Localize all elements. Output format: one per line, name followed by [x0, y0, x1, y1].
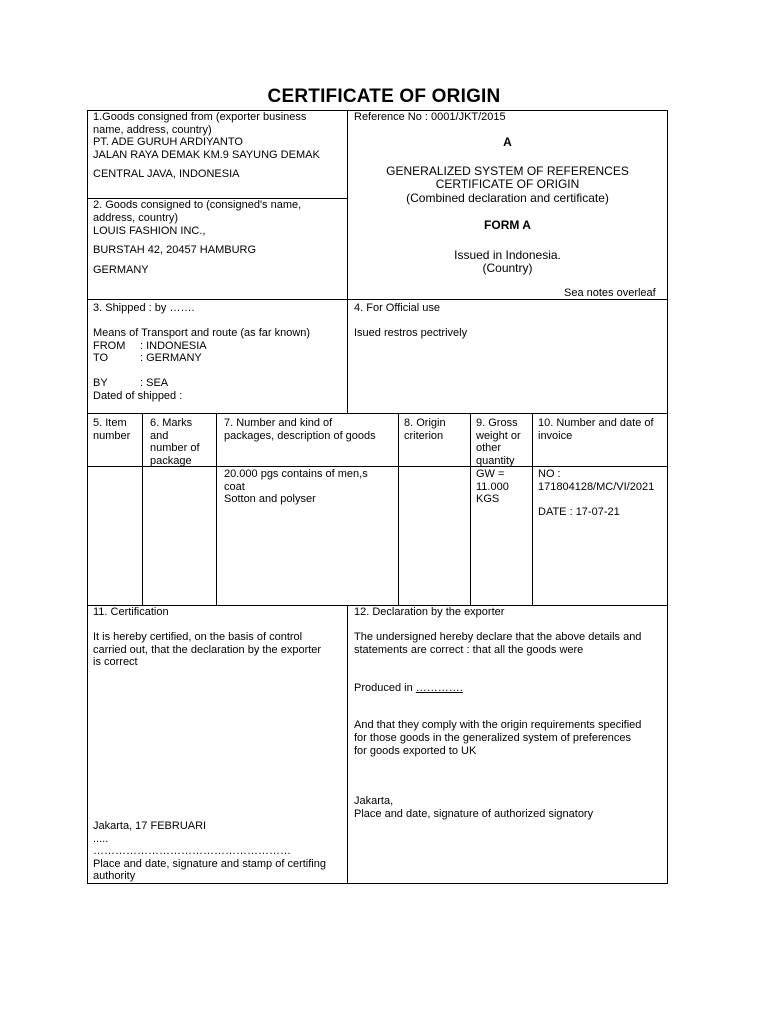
- issued-country-label: (Country): [482, 261, 533, 275]
- header-weight-3: other: [476, 442, 502, 454]
- sea-notes: Sea notes overleaf: [564, 287, 656, 299]
- header-marks: 6. Marks: [150, 417, 193, 429]
- goods-description-2: coat: [224, 481, 245, 493]
- consignor-street: JALAN RAYA DEMAK KM.9 SAYUNG DEMAK: [93, 149, 320, 161]
- official-use-label: 4. For Official use: [354, 302, 440, 314]
- form-letter: A: [503, 135, 512, 149]
- gross-weight: GW =: [476, 468, 505, 480]
- header-origin-2: criterion: [404, 430, 444, 442]
- consignee-company: LOUIS FASHION INC.,: [93, 225, 206, 237]
- dated-shipped: Dated of shipped :: [93, 390, 183, 402]
- header-marks-2: and: [150, 430, 169, 442]
- declaration-label: 12. Declaration by the exporter: [354, 606, 505, 618]
- system-title: GENERALIZED SYSTEM OF REFERENCES: [386, 164, 629, 178]
- certification-signature-line: ………………………………………………: [93, 845, 291, 857]
- invoice-number-label: NO :: [538, 468, 561, 480]
- header-item-number: 5. Item: [93, 417, 127, 429]
- certification-place-date: Jakarta, 17 FEBRUARI: [93, 820, 207, 832]
- to-label: TO: [93, 352, 109, 364]
- produced-in: [354, 682, 463, 695]
- gross-weight-2: 11.000: [476, 481, 509, 493]
- col-divider-5: [532, 413, 533, 606]
- document-title: CERTIFICATE OF ORIGIN: [267, 86, 501, 107]
- from-label: FROM: [93, 340, 126, 352]
- by-value: : SEA: [140, 377, 169, 389]
- consignee-street: BURSTAH 42, 20457 HAMBURG: [93, 244, 257, 256]
- goods-description: 20.000 pgs contains of men,s: [224, 468, 368, 480]
- certification-text-2: carried out, that the declaration by the exporter: [93, 644, 322, 656]
- header-invoice: 10. Number and date of: [538, 417, 654, 429]
- declaration-text-2: statements are correct : that all the goods were: [354, 644, 584, 656]
- comply-text-2: for those goods in the generalized system of preferences: [354, 732, 631, 744]
- consignee-country: GERMANY: [93, 264, 149, 276]
- box-official-use: [347, 299, 668, 414]
- comply-text: And that they comply with the origin requirements specified: [354, 719, 642, 731]
- col-divider-1: [142, 413, 143, 606]
- header-item-number-2: number: [93, 430, 131, 442]
- certification-footer: Place and date, signature and stamp of certifing: [93, 858, 326, 870]
- certification-text: It is hereby certified, on the basis of control: [93, 631, 303, 643]
- header-packages-2: packages, description of goods: [224, 430, 376, 442]
- goods-description-3: Sotton and polyser: [224, 493, 316, 505]
- invoice-date: DATE : 17-07-21: [538, 506, 620, 518]
- consignee-label-cont: address, country): [93, 212, 178, 224]
- consignor-company: PT. ADE GURUH ARDIYANTO: [93, 136, 243, 148]
- produced-in-label: Produced in: [354, 682, 416, 694]
- header-marks-3: number of: [150, 442, 200, 454]
- declaration-place: Jakarta,: [354, 795, 394, 807]
- col-divider-3: [398, 413, 399, 606]
- by-label: BY: [93, 377, 108, 389]
- transport-route-label: Means of Transport and route (as far known): [93, 327, 311, 339]
- header-marks-4: package: [150, 455, 192, 467]
- system-subtitle: (Combined declaration and certificate): [406, 191, 609, 205]
- header-weight-4: quantity: [476, 455, 515, 467]
- consignee-label: 2. Goods consigned to (consigned's name,: [93, 199, 302, 211]
- shipped-label: 3. Shipped : by …….: [93, 302, 195, 314]
- comply-text-3: for goods exported to UK: [354, 745, 477, 757]
- official-use-text: Isued restros pectrively: [354, 327, 468, 339]
- consignor-label: 1.Goods consigned from (exporter business: [93, 111, 307, 123]
- invoice-number: 171804128/MC/VI/2021: [538, 481, 655, 493]
- header-weight-2: weight or: [476, 430, 521, 442]
- header-packages: 7. Number and kind of: [224, 417, 333, 429]
- declaration-footer: Place and date, signature of authorized signatory: [354, 808, 594, 820]
- certification-text-3: is correct: [93, 656, 138, 668]
- certification-footer-2: authority: [93, 870, 136, 882]
- to-value: : GERMANY: [140, 352, 202, 364]
- produced-in-value: ………….: [415, 682, 463, 694]
- gross-weight-3: KGS: [476, 493, 500, 505]
- col-divider-2: [216, 413, 217, 606]
- certification-dots: .....: [93, 833, 109, 845]
- col-divider-4: [470, 413, 471, 606]
- header-weight: 9. Gross: [476, 417, 518, 429]
- reference-number: Reference No : 0001/JKT/2015: [354, 111, 506, 123]
- issued-in: Issued in Indonesia.: [454, 248, 561, 262]
- consignor-label-cont: name, address, country): [93, 124, 212, 136]
- header-origin: 8. Origin: [404, 417, 446, 429]
- certification-label: 11. Certification: [93, 606, 169, 618]
- consignor-region: CENTRAL JAVA, INDONESIA: [93, 168, 240, 180]
- declaration-text: The undersigned hereby declare that the above details and: [354, 631, 642, 643]
- header-invoice-2: invoice: [538, 430, 573, 442]
- from-value: : INDONESIA: [140, 340, 207, 352]
- form-name: FORM A: [484, 218, 531, 232]
- system-certificate: CERTIFICATE OF ORIGIN: [435, 177, 580, 191]
